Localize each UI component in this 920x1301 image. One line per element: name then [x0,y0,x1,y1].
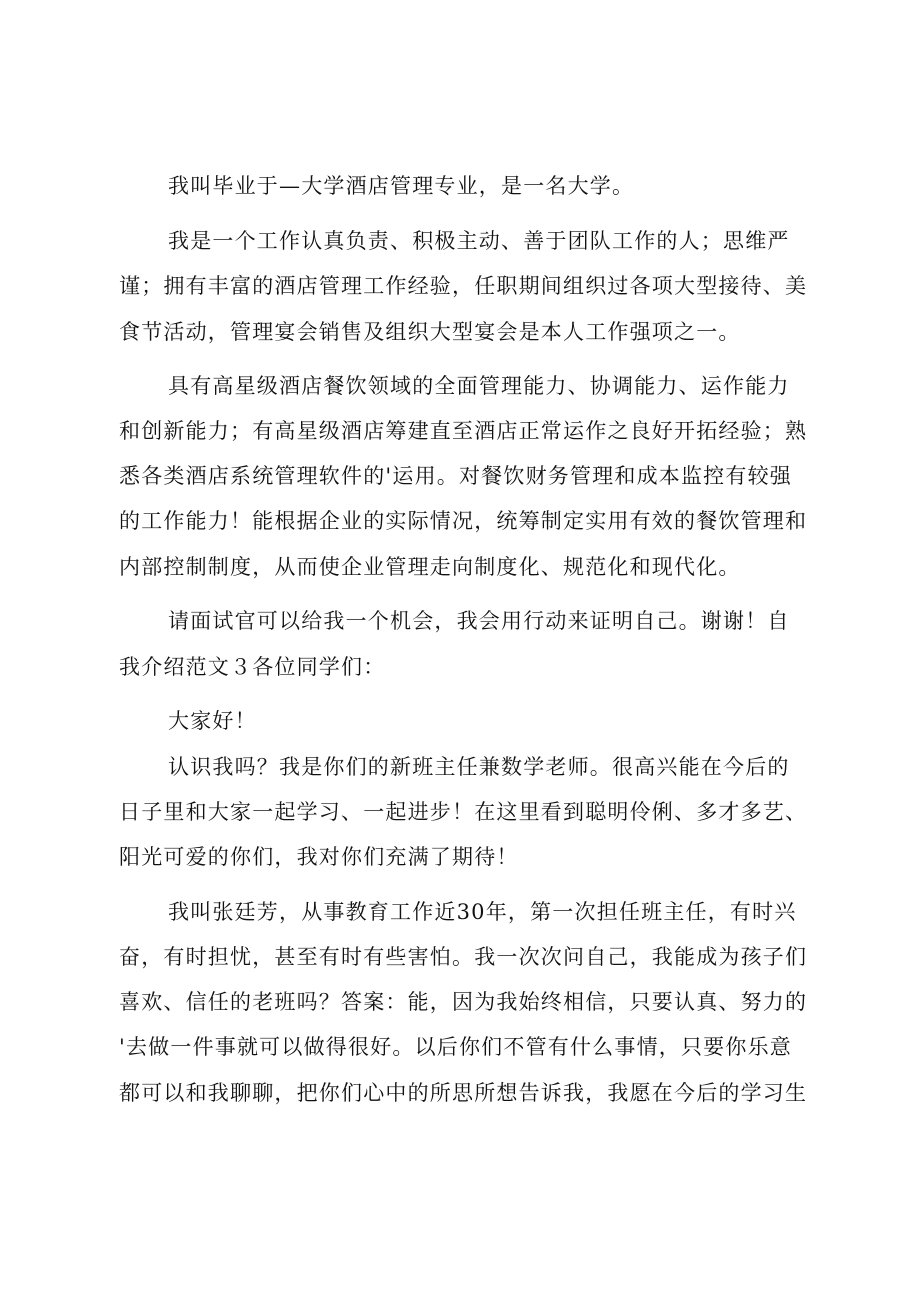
text-line-3: 谨；拥有丰富的酒店管理工作经验，任职期间组织过各项大型接待、美 [119,274,808,298]
text-line-11: 我介绍范文３各位同学们： [119,655,386,679]
text-line-10: 请面试官可以给我一个机会，我会用行动来证明自己。谢谢！自 [168,609,790,633]
text-line-6: 和创新能力；有高星级酒店筹建直至酒店正常运作之良好开拓经验；熟 [119,419,808,443]
text-line-4: 食节活动，管理宴会销售及组织大型宴会是本人工作强项之一。 [119,320,741,344]
text-line-7: 悉各类酒店系统管理软件的'运用。对餐饮财务管理和成本监控有较强 [119,464,792,488]
text-line-1: 我叫毕业于—大学酒店管理专业，是一名大学。 [168,174,635,198]
text-line-18: 喜欢、信任的老班吗？答案：能，因为我始终相信，只要认真、努力的 [119,990,808,1014]
text-line-16: 我叫张廷芳，从事教育工作近30年，第一次担任班主任，有时兴 [168,900,797,924]
text-line-14: 日子里和大家一起学习、一起进步！在这里看到聪明伶俐、多才多艺、 [119,800,808,824]
text-line-12: 大家好！ [168,709,257,733]
text-line-13: 认识我吗？我是你们的新班主任兼数学老师。很高兴能在今后的 [168,755,790,779]
text-line-19: '去做一件事就可以做得很好。以后你们不管有什么事情，只要你乐意 [119,1035,792,1059]
text-line-2: 我是一个工作认真负责、积极主动、善于团队工作的人；思维严 [168,229,790,253]
text-line-17: 奋，有时担忧，甚至有时有些害怕。我一次次问自己，我能成为孩子们 [119,945,808,969]
text-line-8: 的工作能力！能根据企业的实际情况，统筹制定实用有效的餐饮管理和 [119,509,808,533]
text-line-15: 阳光可爱的你们，我对你们充满了期待！ [119,845,519,869]
text-line-9: 内部控制制度，从而使企业管理走向制度化、规范化和现代化。 [119,555,741,579]
text-line-20: 都可以和我聊聊，把你们心中的所思所想告诉我，我愿在今后的学习生 [119,1081,808,1105]
text-line-5: 具有高星级酒店餐饮领域的全面管理能力、协调能力、运作能力 [168,374,790,398]
